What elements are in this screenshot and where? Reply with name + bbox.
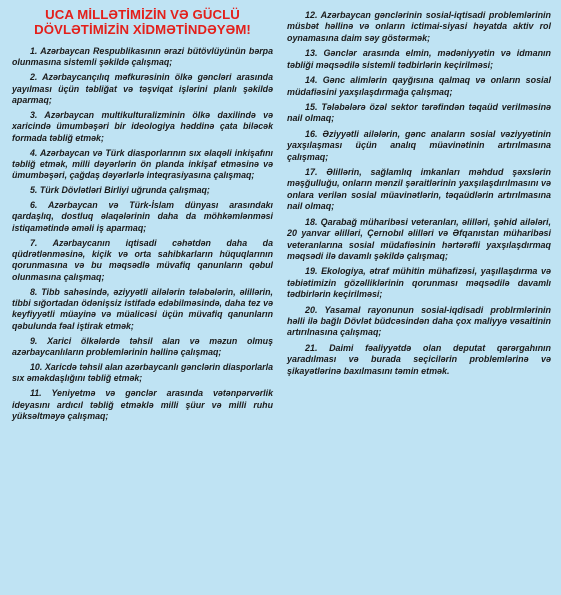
page-title xyxy=(12,8,273,37)
title-line-2: DÖVLƏTİMİZİN XİDMƏTİNDƏYƏM! xyxy=(34,21,251,37)
list-item: 5. Türk Dövlətləri Birliyi uğrunda çalışmaq; xyxy=(30,185,210,196)
list-item: 4. Azərbaycan və Türk diasporlarının sıx əlaqəli inkişafını təbliğ etmək, milli dəyərlərin ön planda inkişaf etməsinə və ümumbəşəri, çağdaş dəyərlərlə inteqrasiyasına çalışmaq; xyxy=(12,147,273,181)
list-item: 14. Gənc alimlərin qayğısına qalmaq və onların sosial müdafiəsini yaxşılaşdırmağa çalışmaq; xyxy=(287,75,551,97)
list-item: 19. Ekologiya, ətraf mühitin mühafizəsi, yaşıllaşdırma və təbiətimizin gözəlliklərinin qorunması məqsədilə davamlı tədbirlərin keçirilməsi; xyxy=(287,266,551,300)
left-column xyxy=(0,0,279,595)
list-item: 11. Yeniyetmə və gənclər arasında vətənpərvərlik ideyasını ardıcıl təbliğ etməklə milli şüur və milli ruhu yüksəltməyə çalışmaq; xyxy=(12,388,273,421)
list-item: 1. Azərbaycan Respublikasının ərazi bütövlüyünün bərpa olunmasına sistemli şəkildə çalışmaq; xyxy=(12,46,273,68)
list-item: 13. Gənclər arasında elmin, mədəniyyətin və idmanın təbliği məqsədilə sistemli tədbirlərin keçirilməsi; xyxy=(287,48,551,70)
list-item: 10. Xaricdə təhsil alan azərbaycanlı gənclərin diasporlarla sıx əməkdaşlığını təbliğ etmək; xyxy=(12,361,273,384)
list-item: 15. Tələbələrə özəl sektor tərəfindən təqaüd verilməsinə nail olmaq; xyxy=(287,101,551,124)
list-item: 7. Azərbaycanın iqtisadi cəhətdən daha da qüdrətlənməsinə, kiçik və orta sahibkarların hüquqlarının qorunmasına və bu məqsədlə müvafiq qanunların qəbul olunmasına çalışmaq; xyxy=(12,237,273,282)
list-item: 6. Azərbaycan və Türk-İslam dünyası arasındakı qardaşlıq, dostluq əlaqələrinin daha da möhkəmlənməsi istiqamətində əməli iş aparmaq; xyxy=(12,200,273,233)
list-item: 2. Azərbaycançılıq məfkurəsinin ölkə gəncləri arasında yayılması üçün təbliğat və təşviqat işlərini planlı şəkildə aparmaq; xyxy=(12,72,273,105)
list-item: 17. Əlillərin, sağlamlıq imkanları məhdud şəxslərin məşğulluğu, onların mənzil şəraitlərinin yaxşılaşdırılmasını və onlara verilən sosial müavinətlərin, təqaüdlərin artırılmasına nail olmaq; xyxy=(287,166,551,212)
list-item: 8. Tibb sahəsində, əziyyətli ailələrin tələbələrin, əlillərin, tibbi sığortadan ödənişsiz istifadə edəbilməsində, daha tez və keyfiyyətli müayinə və müalicəsi üçün müvafiq qanunların qəbulunda fəal iştirak etmək; xyxy=(12,286,273,331)
list-item: 3. Azərbaycan multikulturalizminin ölkə daxilində və xaricində ümumbəşəri bir ideologiya həddinə çata biləcək formada təbliğ etmək; xyxy=(12,109,273,143)
list-item: 12. Azərbaycan gənclərinin sosial-iqtisadi problemlərinin müsbət həllinə və onların ictimai-siyasi həyatda aktiv rol oynamasına daim səy göstərmək; xyxy=(287,10,551,43)
list-item: 9. Xarici ölkələrdə təhsil alan və məzun olmuş azərbaycanlıların problemlərinin həllinə çalışmaq; xyxy=(12,335,273,357)
list-item: 18. Qarabağ müharibəsi veteranları, əlilləri, şəhid ailələri, 20 yanvar əlilləri, Çernobıl əlilləri və Əfqanıstan müharibəsi veteranlarına sosial müdafiəsinin hərtərəfli yaxşılaşdırmaq məqsədi ilə davamlı şəkildə çalışmaq; xyxy=(287,216,551,261)
list-item: 16. Əziyyətli ailələrin, gənc anaların sosial vəziyyətinin yaxşılaşması üçün analıq müavinətinin artırılmasına çalışmaq; xyxy=(287,128,551,162)
list-item: 20. Yasamal rayonunun sosial-iqdisadi problrmlərinin həlli ilə bağlı Dövlət büdcəsindən daha çox maliyyə vəsaitinin artırılnasına çalışmaq; xyxy=(287,304,551,338)
right-column xyxy=(279,0,561,595)
title-line-1: UCA MİLLƏTİMİZİN VƏ GÜCLÜ xyxy=(45,7,240,22)
list-item: 21. Daimi fəaliyyətdə olan deputat qərərgahının yaradılması və burada seçicilərin problemlərinə və şikayətlərinə baxılmasını təmin etmək. xyxy=(287,342,551,376)
